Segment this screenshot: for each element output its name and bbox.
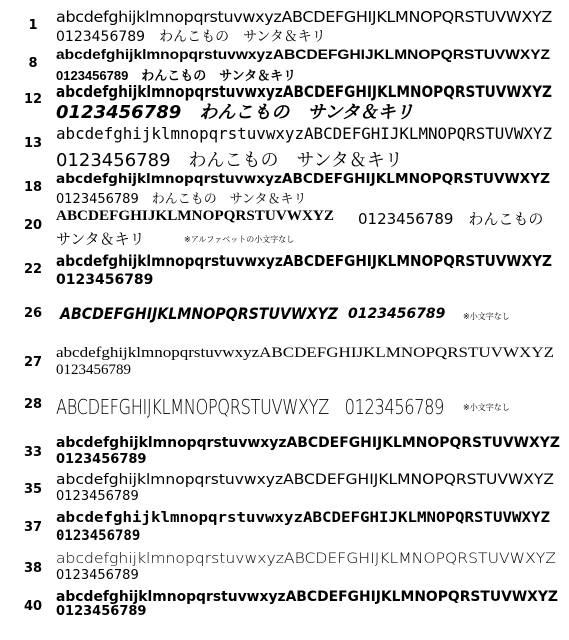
- sample-line-alphabet: abcdefghijklmnopqrstuvwxyzABCDEFGHIJKLMNOPQRSTUVWXYZ: [56, 472, 554, 488]
- sample-line-alphabet: abcdefghijklmnopqrstuvwxyzABCDEFGHIJKLMNOPQRSTUVWXYZ: [56, 551, 556, 567]
- sample-line-alphabet: abcdefghijklmnopqrstuvwxyzABCDEFGHIJKLMNOPQRSTUVWXYZ: [56, 82, 552, 101]
- sample-line-digits-kana: 0123456789 わんこもの サンタ＆キリ: [56, 102, 414, 123]
- sample-line-uppercase: ABCDEFGHIJKLMNOPQRSTUVWXYZ: [60, 304, 338, 323]
- sample-line-digits-kana: 0123456789 わんこもの: [358, 210, 544, 228]
- sample-line-alphabet: abcdefghijklmnopqrstuvwxyzABCDEFGHIJKLMNOPQRSTUVWXYZ: [56, 8, 552, 26]
- sample-line-digits-kana: 0123456789 わんこもの サンタ＆キリ: [56, 150, 403, 171]
- font-number: 27: [23, 355, 43, 370]
- sample-line-digits-kana: 0123456789 わんこもの サンタ＆キリ: [56, 68, 297, 83]
- sample-line-alphabet: abcdefghijklmnopqrstuvwxyzABCDEFGHIJKLMNOPQRSTUVWXYZ: [56, 589, 558, 605]
- font-number: 8: [28, 56, 38, 71]
- sample-line-uppercase: ABCDEFGHIJKLMNOPQRSTUVWXYZ: [56, 208, 334, 224]
- sample-line-kana: サンタ＆キリ: [56, 230, 145, 248]
- sample-line-digits-kana: 0123456789 わんこもの サンタ＆キリ: [56, 192, 307, 207]
- font-number: 40: [23, 599, 43, 614]
- sample-line-alphabet: abcdefghijklmnopqrstuvwxyzABCDEFGHIJKLMNOPQRSTUVWXYZ: [56, 510, 550, 526]
- sample-line-digits: 0123456789: [56, 452, 147, 467]
- font-number: 22: [23, 262, 43, 277]
- font-number: 38: [23, 561, 43, 576]
- font-number: 1: [28, 18, 38, 33]
- sample-line-alphabet: abcdefghijklmnopqrstuvwxyzABCDEFGHIJKLMNOPQRSTUVWXYZ: [56, 124, 552, 143]
- note-no-lowercase: ※小文字なし: [463, 312, 510, 321]
- font-number: 33: [23, 445, 43, 460]
- sample-line-uppercase-digits: ABCDEFGHIJKLMNOPQRSTUVWXYZ 0123456789: [56, 395, 444, 419]
- sample-line-digits: 0123456789: [56, 528, 141, 544]
- sample-line-alphabet: abcdefghijklmnopqrstuvwxyzABCDEFGHIJKLMNOPQRSTUVWXYZ: [56, 435, 560, 451]
- note-no-lowercase: ※小文字なし: [463, 403, 510, 412]
- sample-line-alphabet: abcdefghijklmnopqrstuvwxyzABCDEFGHIJKLMNOPQRSTUVWXYZ: [56, 46, 550, 62]
- sample-line-digits: 0123456789: [56, 489, 139, 504]
- note-no-lowercase: ※アルファベットの小文字なし: [184, 235, 295, 244]
- font-number: 37: [23, 520, 43, 535]
- font-number: 26: [23, 306, 43, 321]
- sample-line-digits: 0123456789: [56, 604, 147, 619]
- sample-line-digits-kana: 0123456789 わんこもの サンタ＆キリ: [56, 29, 326, 45]
- sample-line-alphabet: abcdefghijklmnopqrstuvwxyzABCDEFGHIJKLMNOPQRSTUVWXYZ: [56, 345, 554, 361]
- font-number: 20: [23, 218, 43, 233]
- sample-line-alphabet: abcdefghijklmnopqrstuvwxyzABCDEFGHIJKLMNOPQRSTUVWXYZ: [56, 252, 552, 270]
- sample-line-digits: 0123456789: [56, 272, 154, 288]
- sample-line-digits: 0123456789: [56, 568, 139, 583]
- font-number: 35: [23, 482, 43, 497]
- sample-line-digits: 0123456789: [56, 362, 131, 378]
- sample-line-digits: 0123456789: [348, 306, 446, 322]
- font-number: 12: [23, 92, 43, 107]
- font-number: 13: [23, 136, 43, 151]
- font-number: 18: [23, 180, 43, 195]
- font-number: 28: [23, 397, 43, 412]
- sample-line-alphabet: abcdefghijklmnopqrstuvwxyzABCDEFGHIJKLMNOPQRSTUVWXYZ: [56, 172, 550, 187]
